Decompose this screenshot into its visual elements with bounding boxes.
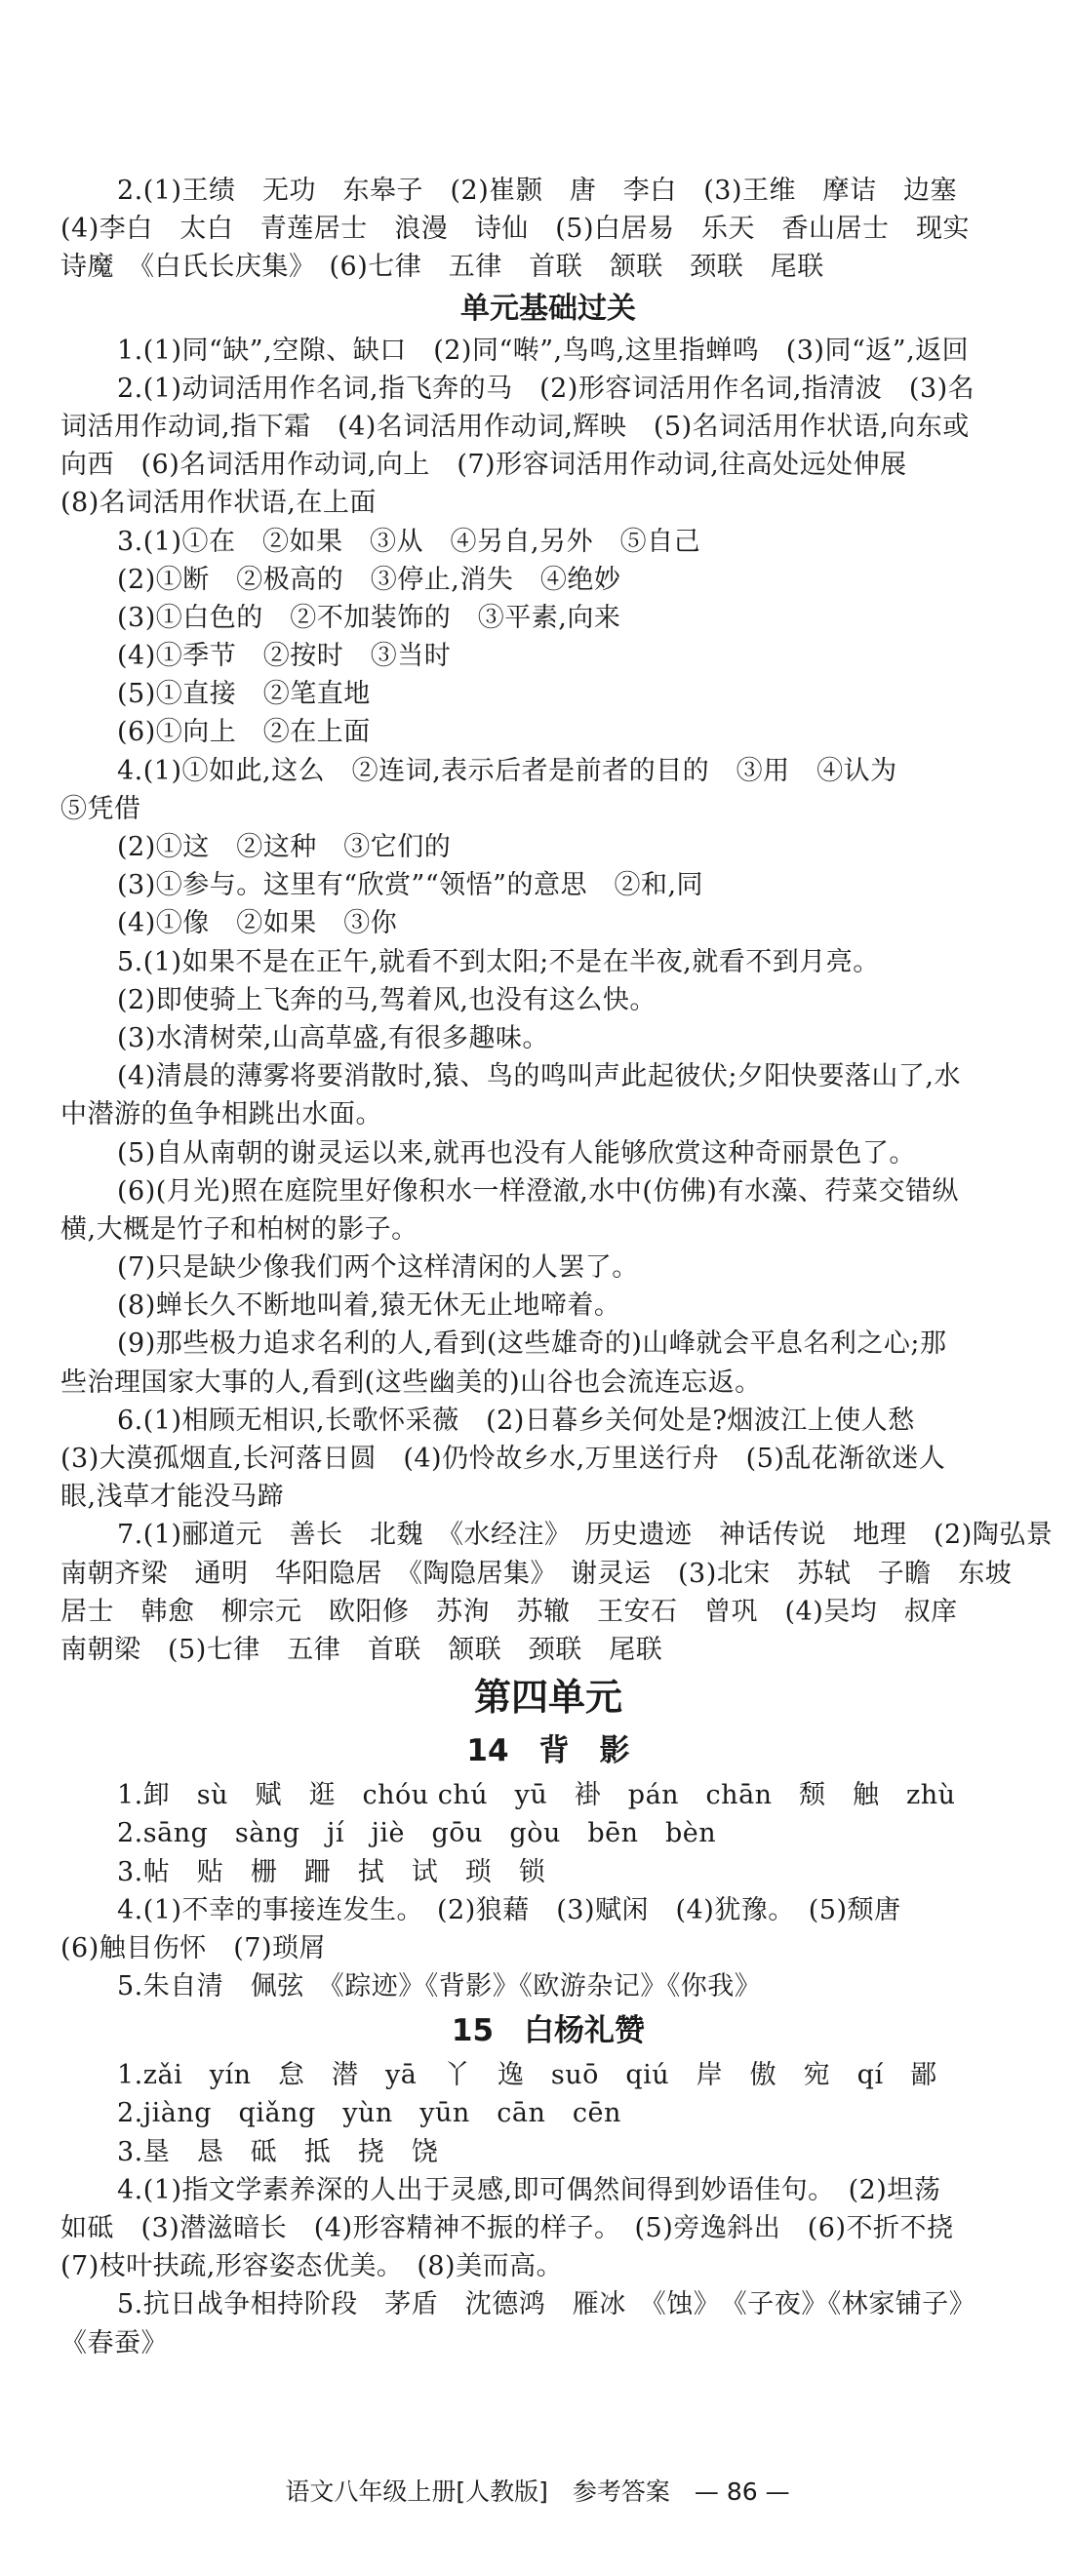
answer-line: 些治理国家大事的人,看到(这些幽美的)山谷也会流连忘返。 [60,1367,762,1398]
answer-line: (3)①参与。这里有“欣赏”“领悟”的意思 ②和,同 [117,870,704,901]
answer-line: (7)枝叶扶疏,形容姿态优美。 (8)美而高。 [60,2251,564,2282]
answer-line: 3.帖 贴 栅 跚 拭 试 琐 锁 [117,1856,546,1887]
answer-line: 5.(1)如果不是在正午,就看不到太阳;不是在半夜,就看不到月亮。 [117,946,880,977]
unit-heading: 第四单元 [473,1676,622,1720]
answer-line: 南朝齐梁 通明 华阳隐居 《陶隐居集》 谢灵运 (3)北宋 苏轼 子瞻 东坡 [60,1558,1013,1589]
answer-line: 4.(1)①如此,这么 ②连词,表示后者是前者的目的 ③用 ④认为 [117,755,897,786]
lesson-heading: 15 白杨礼赞 [451,2013,646,2049]
answer-line: 2.(1)王绩 无功 东皋子 (2)崔颢 唐 李白 (3)王维 摩诘 边塞 [117,176,957,206]
answer-line: 4.(1)不幸的事接连发生。 (2)狼藉 (3)赋闲 (4)犹豫。 (5)颓唐 [117,1894,901,1925]
answer-line: (6)(月光)照在庭院里好像积水一样澄澈,水中(仿佛)有水藻、荇菜交错纵 [117,1175,959,1207]
page-footer: 语文八年级上册[人教版] 参考答案 — 86 — [285,2477,790,2506]
answer-line: (7)只是缺少像我们两个这样清闲的人罢了。 [117,1252,639,1284]
answer-line: 词活用作动词,指下霜 (4)名词活用作动词,辉映 (5)名词活用作状语,向东或 [60,411,970,442]
answer-line: (8)名词活用作状语,在上面 [60,488,377,519]
answer-line: 中潜游的鱼争相跳出水面。 [60,1099,382,1130]
answer-line: (6)触目伤怀 (7)琐屑 [60,1932,326,1963]
answer-line: (2)即使骑上飞奔的马,驾着风,也没有这么快。 [117,984,657,1015]
answer-line: (8)蝉长久不断地叫着,猿无休无止地啼着。 [117,1290,621,1322]
answer-line: 4.(1)指文学素养深的人出于灵感,即可偶然间得到妙语佳句。 (2)坦荡 [117,2174,941,2205]
answer-line: (2)①这 ②这种 ③它们的 [117,832,452,862]
answer-line: 居士 韩愈 柳宗元 欧阳修 苏洵 苏辙 王安石 曾巩 (4)吴均 叔庠 [60,1596,958,1627]
answer-line: (5)自从南朝的谢灵运以来,就再也没有人能够欣赏这种奇丽景色了。 [117,1137,916,1169]
answer-line: (4)李白 太白 青莲居士 浪漫 诗仙 (5)白居易 乐天 香山居士 现实 [60,214,970,245]
answer-line: 眼,浅草才能没马蹄 [60,1482,285,1513]
answer-line: (3)大漠孤烟直,长河落日圆 (4)仍怜故乡水,万里送行舟 (5)乱花渐欲迷人 [60,1444,946,1474]
section-heading: 单元基础过关 [460,291,636,326]
answer-line: 7.(1)郦道元 善长 北魏 《水经注》 历史遗迹 神话传说 地理 (2)陶弘景 [117,1520,1054,1551]
answer-line: 6.(1)相顾无相识,长歌怀采薇 (2)日暮乡关何处是?烟波江上使人愁 [117,1405,915,1436]
answer-line: 2.(1)动词活用作名词,指飞奔的马 (2)形容词活用作名词,指清波 (3)名 [117,373,975,404]
answer-line: 2.sāng sàng jí jiè gōu gòu bēn bèn [117,1818,717,1849]
answer-line: 1.卸 sù 赋 逛 chóu chú yū 褂 pán chān 颓 触 zhù [117,1780,956,1811]
answer-content [60,172,1054,2362]
answer-line: 南朝梁 (5)七律 五律 首联 颔联 颈联 尾联 [60,1634,663,1665]
answer-line: 1.(1)同“缺”,空隙、缺口 (2)同“啭”,鸟鸣,这里指蝉鸣 (3)同“返”,返回 [117,335,970,366]
answer-line: 《春蚕》 [60,2327,168,2358]
answer-line: 2.jiàng qiǎng yùn yūn cān cēn [117,2098,621,2129]
answer-line: (4)清晨的薄雾将要消散时,猿、鸟的鸣叫声此起彼伏;夕阳快要落山了,水 [117,1061,962,1092]
answer-line: (4)①季节 ②按时 ③当时 [117,641,452,672]
answer-line: (9)那些极力追求名利的人,看到(这些雄奇的)山峰就会平息名利之心;那 [117,1328,947,1360]
answer-line: 诗魔 《白氏长庆集》 (6)七律 五律 首联 颔联 颈联 尾联 [60,252,824,283]
answer-line: (2)①断 ②极高的 ③停止,消失 ④绝妙 [117,564,621,595]
answer-line: 如砥 (3)潜滋暗长 (4)形容精神不振的样子。 (5)旁逸斜出 (6)不折不挠 [60,2213,954,2243]
answer-line: 5.朱自清 佩弦 《踪迹》《背影》《欧游杂记》《你我》 [117,1971,762,2002]
answer-line: (5)①直接 ②笔直地 [117,679,371,710]
answer-line: (4)①像 ②如果 ③你 [117,908,398,939]
answer-line: 1.zǎi yín 怠 潜 yā 丫 逸 suō qiú 岸 傲 宛 qí 鄙 [117,2060,937,2091]
answer-line: 横,大概是竹子和柏树的影子。 [60,1213,418,1245]
answer-line: (6)①向上 ②在上面 [117,717,371,748]
answer-line: 向西 (6)名词活用作动词,向上 (7)形容词活用作动词,往高处远处伸展 [60,450,907,481]
answer-line: 5.抗日战争相持阶段 茅盾 沈德鸿 雁冰 《蚀》 《子夜》《林家铺子》 [117,2289,976,2320]
answer-line: 3.垦 恳 砥 抵 挠 饶 [117,2136,439,2167]
answer-line: 3.(1)①在 ②如果 ③从 ④另自,另外 ⑤自己 [117,526,701,557]
lesson-heading: 14 背 影 [466,1733,630,1769]
answer-line: (3)水清树荣,山高草盛,有很多趣味。 [117,1022,549,1053]
answer-line: ⑤凭借 [60,793,141,824]
answer-line: (3)①白色的 ②不加装饰的 ③平素,向来 [117,602,621,633]
